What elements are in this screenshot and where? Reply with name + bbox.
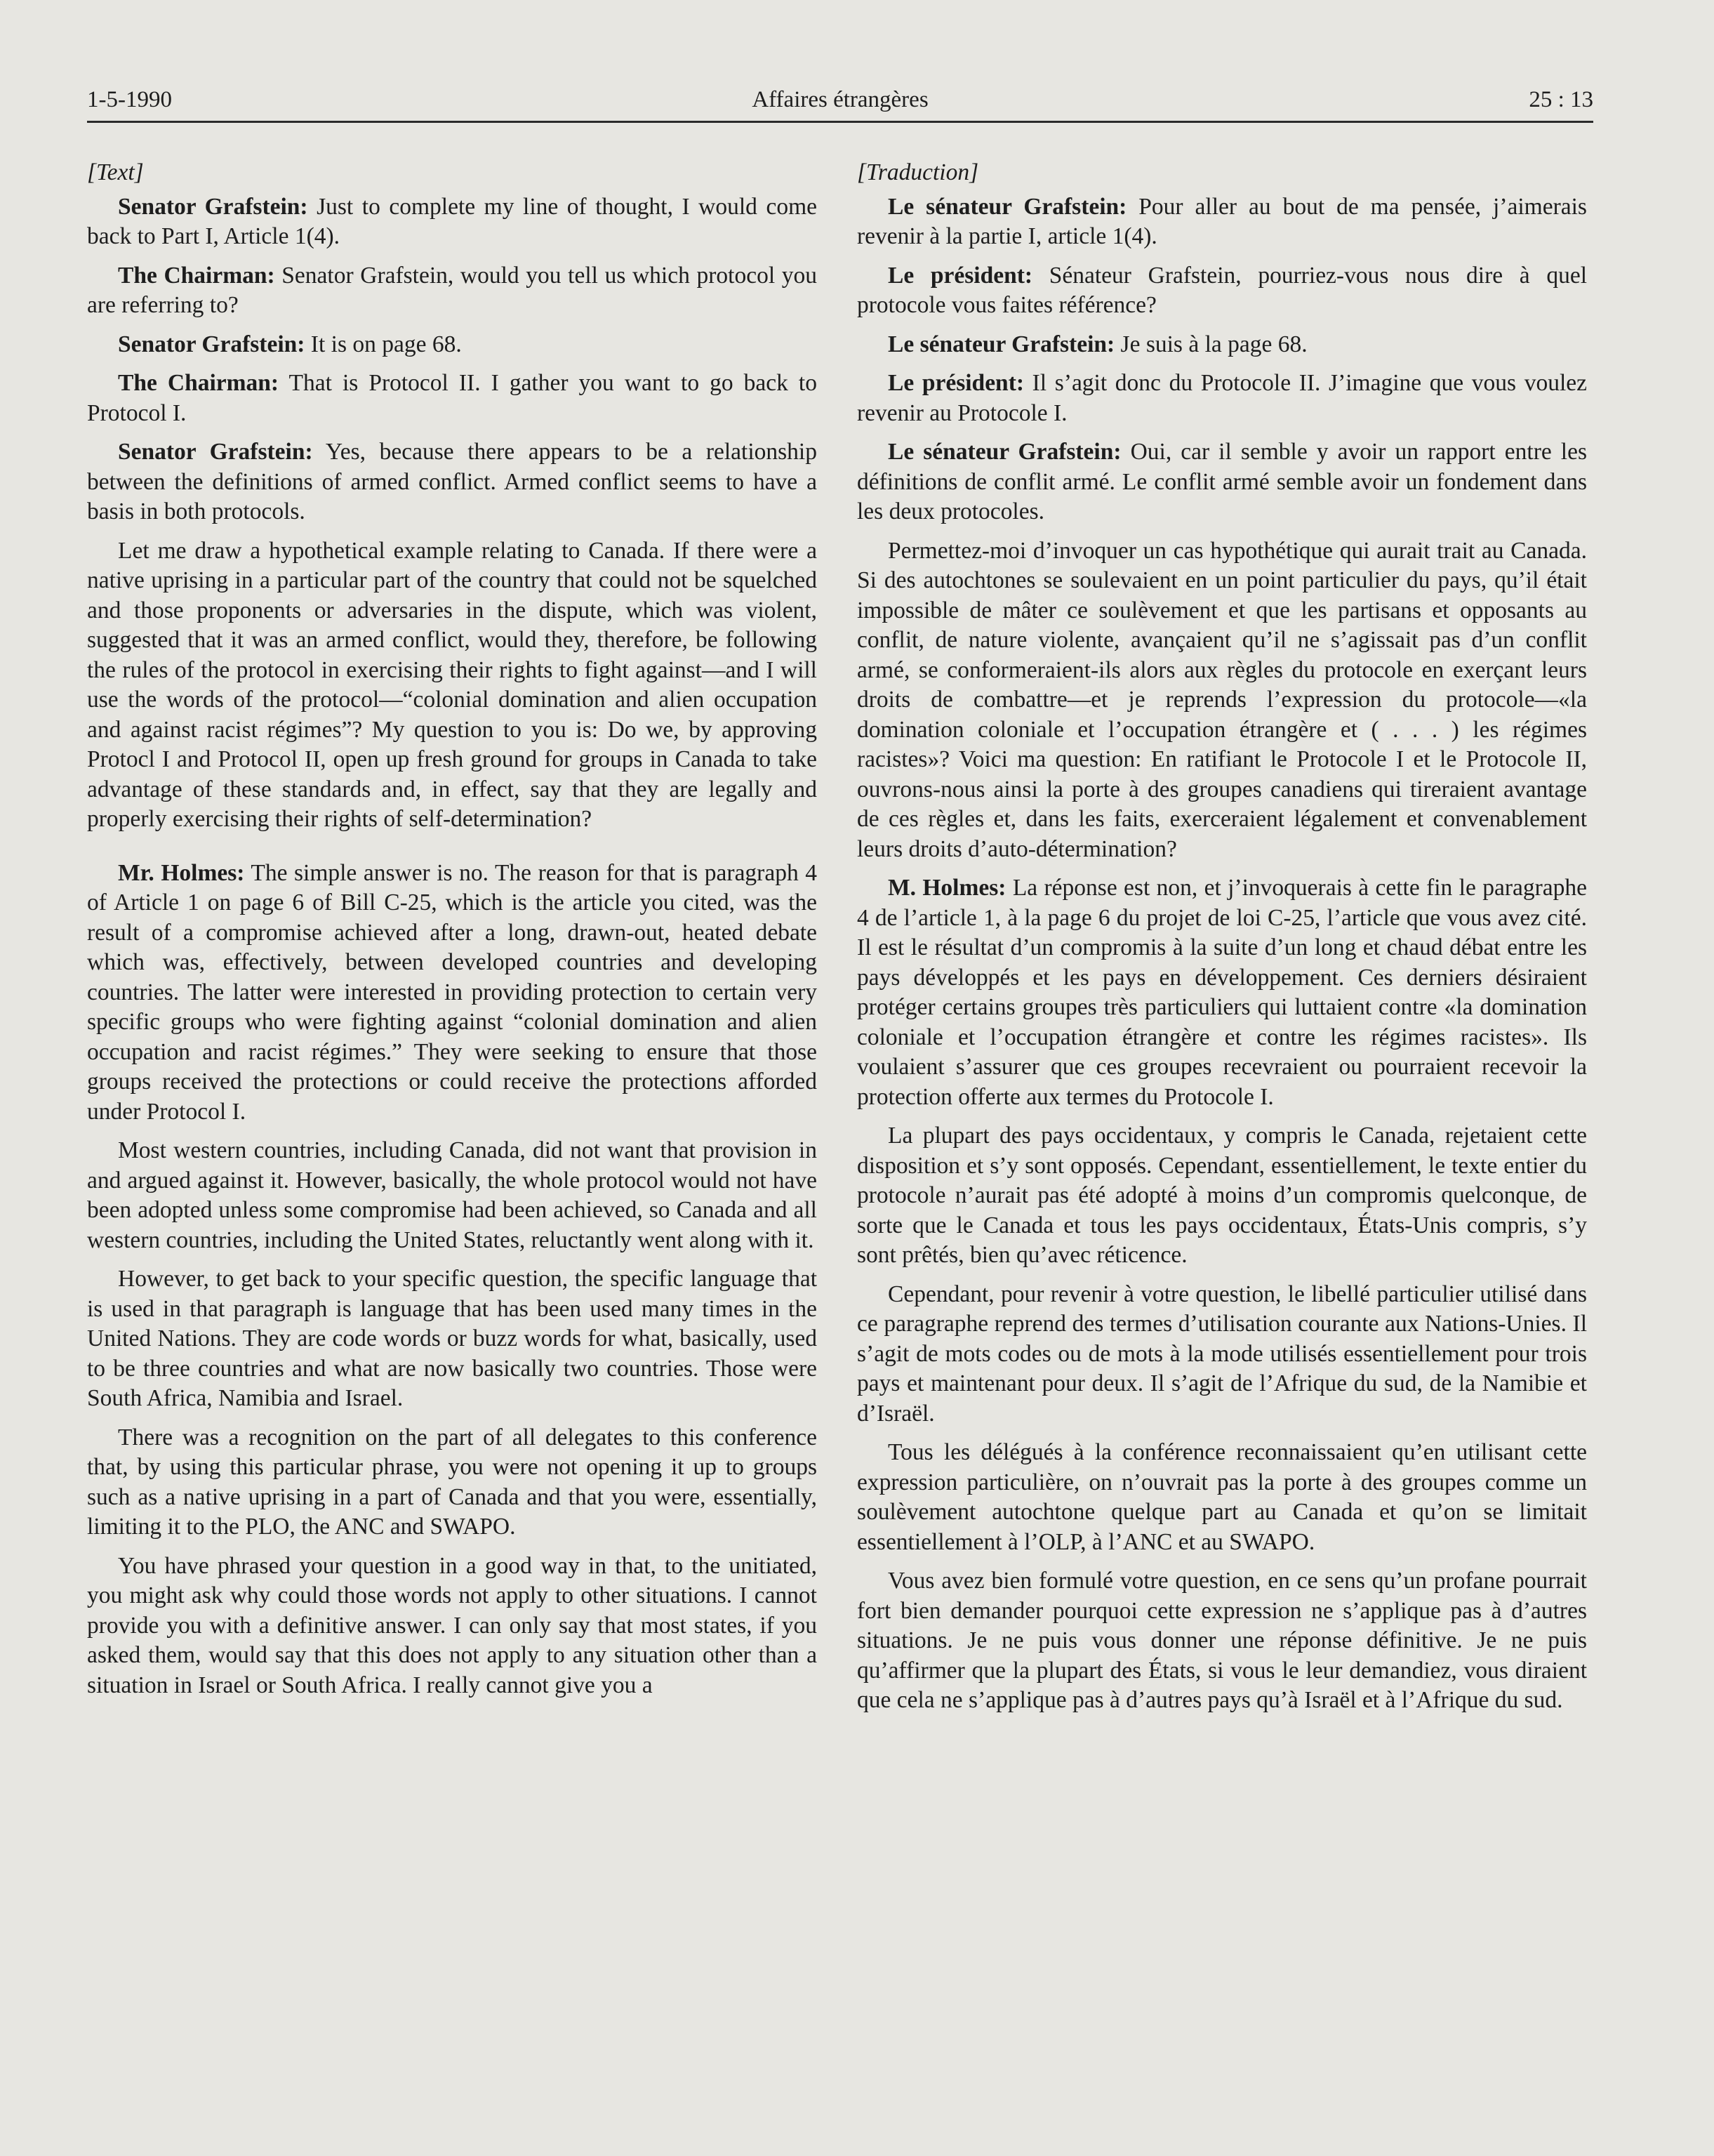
paragraph-text: Most western countries, including Canada, did not want that provision in and argued against it. However, basically, the whole protocol would not have been adopted unless some compromise had been achieved, so Canada and all western countries, including the United States, reluctantly went along with it. <box>87 1137 817 1253</box>
paragraph-text: You have phrased your question in a good way in that, to the unitiated, you might ask why could those words not apply to other situations. I cannot provide you with a definitive answer. I can only say that most states, if you asked them, would say that this does not apply to any situation other than a situation in Israel or South Africa. I really cannot give you a <box>87 1552 817 1698</box>
paragraph <box>87 1423 817 1542</box>
french-column <box>857 158 1587 1725</box>
speaker: Le sénateur Grafstein: <box>888 439 1122 465</box>
paragraph-text: La réponse est non, et j’invoquerais à cette fin le paragraphe 4 de l’article 1, à la page 6 du projet de loi C-25, l’article que vous avez cité. Il est le résultat d’un compromis à la suite d’un long et chaud débat entre les pays développés et les pays en développement. Ces derniers désiraient protéger certains groupes très particuliers qui luttaient contre «la domination coloniale et l’occupation étrangère et contre les régimes racistes». Ils voulaient s’assurer que ces groupes recevraient ou pourraient recevoir la protection offerte aux termes du Protocole I. <box>857 875 1588 1110</box>
page-header <box>87 84 1593 123</box>
speaker: Le sénateur Grafstein: <box>888 331 1115 357</box>
paragraph-text: Vous avez bien formulé votre question, en ce sens qu’un profane pourrait fort bien demander pourquoi cette expression ne s’applique pas à d’autres situations. Je ne puis vous donner une réponse définitive. Je ne puis qu’affirmer que la plupart des États, si vous le leur demandiez, vous diraient que cela ne s’applique pas à d’autres pays qu’à Israël et à l’Afrique du sud. <box>857 1568 1587 1713</box>
paragraph-text: Just to complete my line of thought, I would come back to Part I, Article 1(4). <box>87 193 817 249</box>
paragraph-text: Yes, because there appears to be a relationship between the definitions of armed conflict. Armed conflict seems to have a basis in both protocols. <box>87 439 817 524</box>
paragraph <box>87 437 817 527</box>
speaker: Mr. Holmes: <box>118 859 245 886</box>
paragraph-text: Oui, car il semble y avoir un rapport entre les définitions de conflit armé. Le conflit armé semble avoir un fondement dans les deux protocoles. <box>857 439 1587 524</box>
paragraph <box>857 873 1587 1112</box>
paragraph <box>87 192 817 252</box>
speaker: Senator Grafstein: <box>118 439 313 465</box>
paragraph-text: Senator Grafstein, would you tell us which protocol you are referring to? <box>87 262 817 318</box>
paragraph-text: However, to get back to your specific question, the specific language that is used in that paragraph is language that has been used many times in the United Nations. They are code words or buzz words for what, basically, used to be three countries and what are now basically two countries. Those were South Africa, Namibia and Israel. <box>87 1266 817 1411</box>
speaker: M. Holmes: <box>888 875 1007 901</box>
paragraph-text: La plupart des pays occidentaux, y compris le Canada, rejetaient cette disposition et s’y sont opposés. Cependant, essentiellement, le texte entier du protocole n’aurait pas été adopté à moins d’un compromis quelconque, de sorte que le Canada et tous les pays occidentaux, États-Unis compris, s’y sont prêtés, bien qu’avec réticence. <box>857 1123 1587 1268</box>
paragraph-text: Cependant, pour revenir à votre question, le libellé particulier utilisé dans ce paragraphe reprend des termes d’utilisation courante aux Nations-Unies. Il s’agit de mots codes ou de mots à la mode utilisés essentiellement pour trois pays et maintenant pour deux. Il s’agit de l’Afrique du sud, de la Namibie et d’Israël. <box>857 1281 1587 1427</box>
paragraph <box>857 330 1587 360</box>
header-date: 1-5-1990 <box>87 87 172 112</box>
paragraph-text: Let me draw a hypothetical example relating to Canada. If there were a native uprising in a particular part of the country that could not be squelched and those proponents or adversaries in the dispute, which was violent, suggested that it was an armed conflict, would they, therefore, be following the rules of the protocol in exercising their rights to fight against—and I will use the words of the protocol—“colonial domination and alien occupation and against racist régimes”? My question to you is: Do we, by approving Protocl I and Protocol II, open up fresh ground for groups in Canada to take advantage of these standards and, in effect, say that they are legally and properly exercising their rights of self-determination? <box>87 537 817 832</box>
paragraph <box>87 1552 817 1701</box>
paragraph <box>857 1121 1587 1271</box>
speaker: The Chairman: <box>118 262 275 289</box>
speaker: Le sénateur Grafstein: <box>888 193 1127 220</box>
paragraph-text: Sénateur Grafstein, pourriez-vous nous dire à quel protocole vous faites référence? <box>857 262 1588 318</box>
paragraph <box>857 437 1587 527</box>
paragraph <box>87 1264 817 1414</box>
french-label: [Traduction] <box>857 159 979 185</box>
paragraph <box>87 859 817 1127</box>
paragraph <box>87 369 817 428</box>
speaker: Le président: <box>888 262 1033 289</box>
header-page-number: 25 : 13 <box>1529 87 1593 112</box>
paragraph <box>857 1438 1587 1557</box>
paragraph <box>857 536 1587 865</box>
speaker: Senator Grafstein: <box>118 193 308 220</box>
paragraph <box>87 330 817 360</box>
english-column <box>87 158 817 1709</box>
paragraph <box>857 192 1587 252</box>
paragraph-text: The simple answer is no. The reason for that is paragraph 4 of Article 1 on page 6 of Bill C-25, which is the article you cited, was the result of a compromise achieved after a long, drawn-out, heated debate which was, effectively, between developed countries and developing countries. The latter were interested in providing protection to certain very specific groups who were fighting against “colonial domination and alien occupation and racist régimes.” They were seeking to ensure that those groups received the protections or could receive the protections afforded under Protocol I. <box>87 859 817 1125</box>
paragraph <box>857 369 1587 428</box>
paragraph-text: Je suis à la page 68. <box>1115 331 1308 357</box>
paragraph-text: Pour aller au bout de ma pensée, j’aimerais revenir à la partie I, article 1(4). <box>857 193 1587 249</box>
paragraph-text: That is Protocol II. I gather you want to go back to Protocol I. <box>87 370 817 426</box>
paragraph <box>857 1280 1587 1429</box>
paragraph-text: Il s’agit donc du Protocole II. J’imagine que vous voulez revenir au Protocole I. <box>857 370 1588 426</box>
paragraph <box>87 536 817 835</box>
speaker: Senator Grafstein: <box>118 331 305 357</box>
english-label: [Text] <box>87 159 144 185</box>
header-title: Affaires étrangères <box>752 87 929 112</box>
paragraph-text: Permettez-moi d’invoquer un cas hypothétique qui aurait trait au Canada. Si des autochtones se soulevaient en un point particulier du pays, qu’il était impossible de mâter ce soulèvement et que les partisans et opposants au conflit, de nature violente, avançaient qu’il ne s’agissait pas d’un conflit armé, se conformeraient-ils alors aux règles du protocole en exerçant leurs droits de combattre—et je reprends l’expression du protocole—«la domination coloniale et l’occupation étrangère et ( . . . ) les régimes racistes»? Voici ma question: En ratifiant le Protocole I et le Protocole II, ouvrons-nous ainsi la porte à des groupes canadiens qui tireraient avantage de ces règles et, dans les faits, exerceraient légalement et convenablement leurs droits d’auto-détermination? <box>857 537 1587 862</box>
paragraph-text: Tous les délégués à la conférence reconnaissaient qu’en utilisant cette expression particulière, on n’ouvrait pas la porte à des groupes comme un soulèvement autochtone quelque part au Canada et qu’on se limitait essentiellement à l’OLP, à l’ANC et au SWAPO. <box>857 1439 1587 1555</box>
paragraph <box>87 1136 817 1255</box>
paragraph-text: There was a recognition on the part of all delegates to this conference that, by using this particular phrase, you were not opening it up to groups such as a native uprising in a part of Canada and that you were, essentially, limiting it to the PLO, the ANC and SWAPO. <box>87 1424 817 1540</box>
speaker: Le président: <box>888 370 1025 396</box>
paragraph <box>857 261 1587 321</box>
paragraph <box>857 1566 1587 1716</box>
paragraph-text: It is on page 68. <box>305 331 462 357</box>
speaker: The Chairman: <box>118 370 279 396</box>
paragraph <box>87 261 817 321</box>
